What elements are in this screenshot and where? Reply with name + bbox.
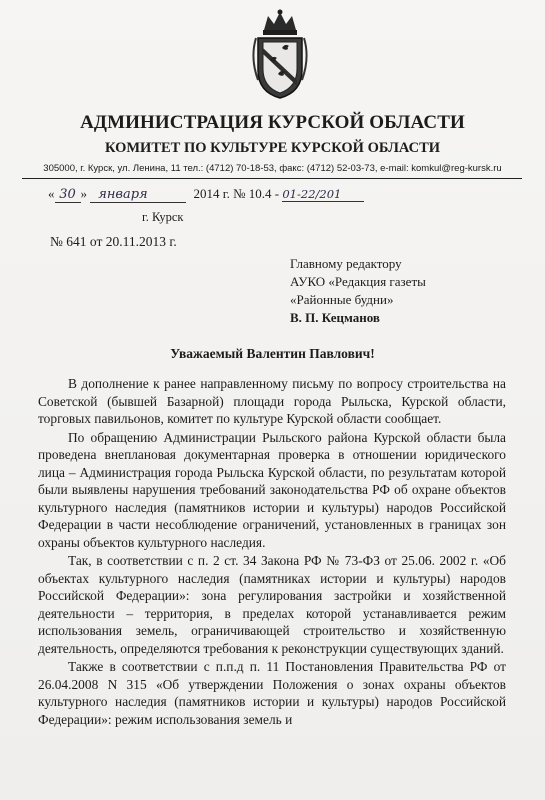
recipient-line-1: Главному редактору xyxy=(290,256,402,271)
date-day: 30 xyxy=(55,187,81,203)
body-paragraph-3: Так, в соответствии с п. 2 ст. 34 Закона РФ № 73-ФЗ от 25.06. 2002 г. «Об объектах культурного наследия (памятниках истории и культуры) народов Российской Федерации»: зона регулирования застройки и хозяйственной деятельности – территория, в пределах которой устанавливается режим использования земель, ограничивающей строительство и хозяйственную деятельность, определяются требования к реконструкции существующих зданий. xyxy=(38,553,506,656)
recipient-line-2: АУКО «Редакция газеты xyxy=(290,274,426,289)
recipient-line-3: «Районные будни» xyxy=(290,292,394,307)
body-paragraph-2: По обращению Администрации Рыльского района Курской области была проведена внеплановая документарная проверка в отношении юридического лица – Администрация города Рыльска Курской области, по результатам которой были выявлены нарушения требований законодательства РФ об охране объектов культурного наследия (памятников истории и культуры) народов Российской Федерации в части несоблюдение ограничений, установленных в границах зон охраны объектов культурного наследия. xyxy=(38,429,506,550)
recipient-block xyxy=(290,255,426,327)
body-paragraph-4: Также в соответствии с п.п.д п. 11 Постановления Правительства РФ от 26.04.2008 N 315 «Об утверждении Положения о зонах охраны объектов культурного наследия (памятников истории и культуры) народов Российской Федерации»: режим использования земель и xyxy=(38,659,506,727)
header-divider xyxy=(22,178,522,179)
letter-greeting: Уважаемый Валентин Павлович! xyxy=(170,346,375,361)
organization-subtitle: КОМИТЕТ ПО КУЛЬТУРЕ КУРСКОЙ ОБЛАСТИ xyxy=(104,140,441,156)
kursk-coat-of-arms-icon xyxy=(250,8,310,100)
letter-body xyxy=(38,375,506,728)
letter-dateline xyxy=(48,186,518,214)
date-quote-close: » xyxy=(80,186,87,201)
outgoing-number: 01-22/201 xyxy=(282,187,364,202)
letter-city: г. Курск xyxy=(142,210,184,224)
recipient-name: В. П. Кецманов xyxy=(290,310,380,325)
date-year-text: 2014 г. № 10.4 - xyxy=(193,186,280,201)
body-paragraph-1: В дополнение к ранее направленному письму по вопросу строительства на Советской (бывшей Базарной) площади города Рыльска, Курской области, торговых павильонов, комитет по культуре Курской области сообщает. xyxy=(38,376,506,426)
organization-title: АДМИНИСТРАЦИЯ КУРСКОЙ ОБЛАСТИ xyxy=(80,112,465,133)
reply-reference: № 641 от 20.11.2013 г. xyxy=(50,234,177,249)
organization-address: 305000, г. Курск, ул. Ленина, 11 тел.: (4712) 70-18-53, факс: (4712) 52-03-73, e-mail: komkul@reg-kursk.ru xyxy=(43,163,502,174)
date-month: января xyxy=(90,187,186,203)
date-quote-open: « xyxy=(48,186,55,201)
